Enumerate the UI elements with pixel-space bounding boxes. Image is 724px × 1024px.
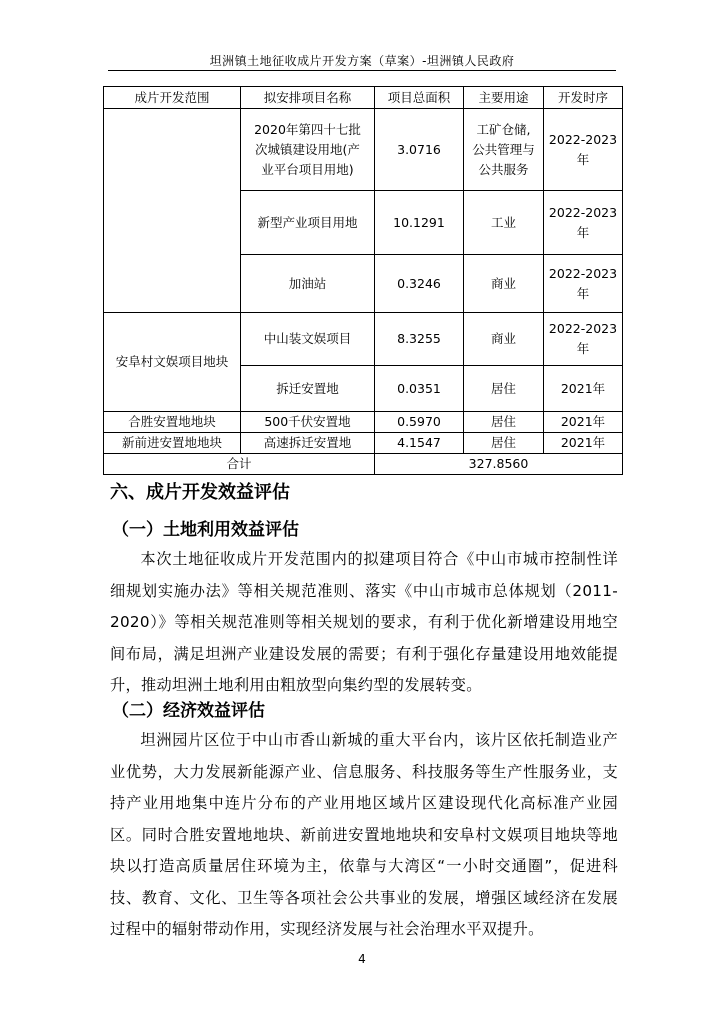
timing-cell: 2022-2023 年 xyxy=(544,313,623,366)
use-cell: 商业 xyxy=(464,255,544,313)
column-header: 主要用途 xyxy=(464,87,544,109)
total-label: 合计 xyxy=(104,454,375,475)
area-cell: 0.5970 xyxy=(375,412,464,433)
table-header-row xyxy=(104,87,623,109)
paragraph-land-use: 本次土地征收成片开发范围内的拟建项目符合《中山市城市控制性详细规划实施办法》等相关规范准则、落实《中山市城市总体规划（2011-2020）》等相关规范准则等相关规划的要求，有利于优化新增建设用地空间布局，满足坦洲产业建设发展的需要；有利于强化存量建设用地效能提升，推动坦洲土地利用由粗放型向集约型的发展转变。 xyxy=(110,550,618,694)
paragraph-economic: 坦洲园片区位于中山市香山新城的重大平台内，该片区依托制造业产业优势，大力发展新能源产业、信息服务、科技服务等生产性服务业，支持产业用地集中连片分布的产业用地区域片区建设现代化高标准产业园区。同时合胜安置地地块、新前进安置地地块和安阜村文娱项目地块等地块以打造高质量居住环境为主，依靠与大湾区“一小时交通圈”，促进科技、教育、文化、卫生等各项社会公共事业的发展，增强区域经济在发展过程中的辐射带动作用，实现经济发展与社会治理水平双提升。 xyxy=(110,731,618,938)
table-row xyxy=(104,313,623,366)
page-header: 坦洲镇土地征收成片开发方案（草案）-坦洲镇人民政府 xyxy=(209,54,515,68)
timing-cell: 2021年 xyxy=(544,412,623,433)
timing-cell: 2022-2023 年 xyxy=(544,255,623,313)
project-name-cell: 拆迁安置地 xyxy=(241,366,375,412)
use-cell: 居住 xyxy=(464,433,544,454)
use-cell: 商业 xyxy=(464,313,544,366)
column-header: 拟安排项目名称 xyxy=(241,87,375,109)
project-name-cell: 2020年第四十七批 次城镇建设用地(产 业平台项目用地) xyxy=(241,109,375,191)
project-name-cell: 高速拆迁安置地 xyxy=(241,433,375,454)
subsection-title-land-use: （一）土地利用效益评估 xyxy=(112,520,299,540)
use-cell: 居住 xyxy=(464,412,544,433)
subsection-title-economic: （二）经济效益评估 xyxy=(112,701,265,721)
area-cell: 4.1547 xyxy=(375,433,464,454)
scope-cell: 安阜村文娱项目地块 xyxy=(104,313,241,412)
land-development-table xyxy=(103,86,623,475)
column-header: 项目总面积 xyxy=(375,87,464,109)
header-rule xyxy=(108,70,616,71)
timing-cell: 2022-2023 年 xyxy=(544,109,623,191)
use-cell: 居住 xyxy=(464,366,544,412)
project-name-cell: 中山装文娱项目 xyxy=(241,313,375,366)
project-name-cell: 新型产业项目用地 xyxy=(241,191,375,255)
area-cell: 0.3246 xyxy=(375,255,464,313)
total-value: 327.8560 xyxy=(375,454,623,475)
scope-cell-blank xyxy=(104,109,241,313)
column-header: 成片开发范围 xyxy=(104,87,241,109)
table-row xyxy=(104,412,623,433)
column-header: 开发时序 xyxy=(544,87,623,109)
scope-cell: 新前进安置地地块 xyxy=(104,433,241,454)
timing-cell: 2021年 xyxy=(544,433,623,454)
area-cell: 0.0351 xyxy=(375,366,464,412)
project-name-cell: 加油站 xyxy=(241,255,375,313)
use-cell: 工矿仓储, 公共管理与 公共服务 xyxy=(464,109,544,191)
timing-cell: 2022-2023 年 xyxy=(544,191,623,255)
page-number: 4 xyxy=(358,952,366,966)
timing-cell: 2021年 xyxy=(544,366,623,412)
area-cell: 3.0716 xyxy=(375,109,464,191)
table-row xyxy=(104,433,623,454)
area-cell: 10.1291 xyxy=(375,191,464,255)
total-row xyxy=(104,454,623,475)
table-row xyxy=(104,109,623,191)
section-title: 六、成片开发效益评估 xyxy=(110,482,290,503)
area-cell: 8.3255 xyxy=(375,313,464,366)
project-name-cell: 500千伏安置地 xyxy=(241,412,375,433)
use-cell: 工业 xyxy=(464,191,544,255)
scope-cell: 合胜安置地地块 xyxy=(104,412,241,433)
